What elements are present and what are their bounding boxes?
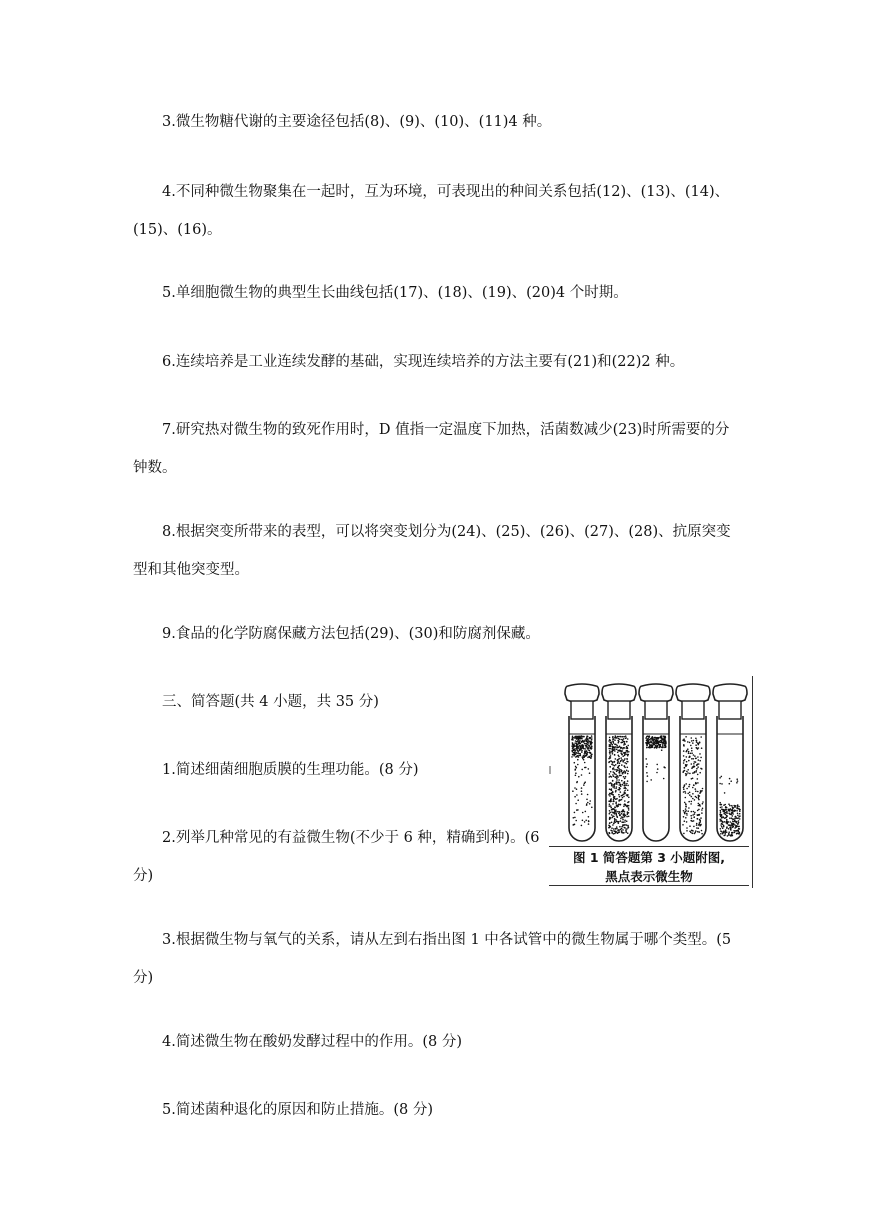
question-3 bbox=[133, 103, 743, 141]
question-4-text: 4.不同种微生物聚集在一起时，互为环境，可表现出的种间关系包括(12)、(13)、(14)、(15)、(16)。 bbox=[133, 184, 730, 238]
question-6 bbox=[133, 343, 743, 381]
short-answer-1-text: 1.简述细菌细胞质膜的生理功能。(8 分) bbox=[162, 762, 419, 778]
figure-caption-line1: 图 1 简答题第 3 小题附图, bbox=[572, 850, 726, 865]
question-5 bbox=[133, 274, 743, 312]
section-heading bbox=[133, 683, 533, 721]
question-8-text: 8.根据突变所带来的表型，可以将突变划分为(24)、(25)、(26)、(27)、(28)、抗原突变型和其他突变型。 bbox=[133, 524, 731, 578]
test-tube-3 bbox=[639, 684, 673, 841]
short-answer-2-text: 2.列举几种常见的有益微生物(不少于 6 种，精确到种)。(6 分) bbox=[133, 830, 540, 884]
question-3-text: 3.微生物糖代谢的主要途径包括(8)、(9)、(10)、(11)4 种。 bbox=[162, 114, 552, 130]
question-7-text: 7.研究热对微生物的致死作用时，D 值指一定温度下加热，活菌数减少(23)时所需要的分钟数。 bbox=[133, 422, 730, 476]
question-4 bbox=[133, 173, 743, 249]
short-answer-4 bbox=[133, 1023, 743, 1061]
short-answer-1 bbox=[133, 751, 533, 789]
figure-caption bbox=[549, 846, 749, 886]
question-9-text: 9.食品的化学防腐保藏方法包括(29)、(30)和防腐剂保藏。 bbox=[162, 626, 540, 642]
test-tube-5 bbox=[713, 684, 747, 841]
test-tube-4 bbox=[676, 684, 710, 841]
short-answer-5-text: 5.简述菌种退化的原因和防止措施。(8 分) bbox=[162, 1102, 433, 1118]
question-8 bbox=[133, 513, 743, 589]
short-answer-2 bbox=[133, 819, 553, 895]
figure-1 bbox=[549, 676, 753, 888]
question-5-text: 5.单细胞微生物的典型生长曲线包括(17)、(18)、(19)、(20)4 个时期。 bbox=[162, 285, 628, 301]
figure-caption-line2: 黑点表示微生物 bbox=[605, 869, 693, 884]
question-9 bbox=[133, 615, 743, 653]
test-tube-1 bbox=[565, 684, 599, 841]
section-heading-text: 三、简答题(共 4 小题，共 35 分) bbox=[162, 694, 379, 710]
short-answer-3-text: 3.根据微生物与氧气的关系，请从左到右指出图 1 中各试管中的微生物属于哪个类型。(5 分) bbox=[133, 932, 732, 986]
short-answer-3 bbox=[133, 921, 743, 997]
short-answer-4-text: 4.简述微生物在酸奶发酵过程中的作用。(8 分) bbox=[162, 1034, 462, 1050]
test-tubes-illustration bbox=[549, 676, 752, 846]
question-7 bbox=[133, 411, 743, 487]
question-6-text: 6.连续培养是工业连续发酵的基础，实现连续培养的方法主要有(21)和(22)2 种。 bbox=[162, 354, 685, 370]
test-tube-2 bbox=[602, 684, 636, 841]
short-answer-5 bbox=[133, 1091, 743, 1129]
